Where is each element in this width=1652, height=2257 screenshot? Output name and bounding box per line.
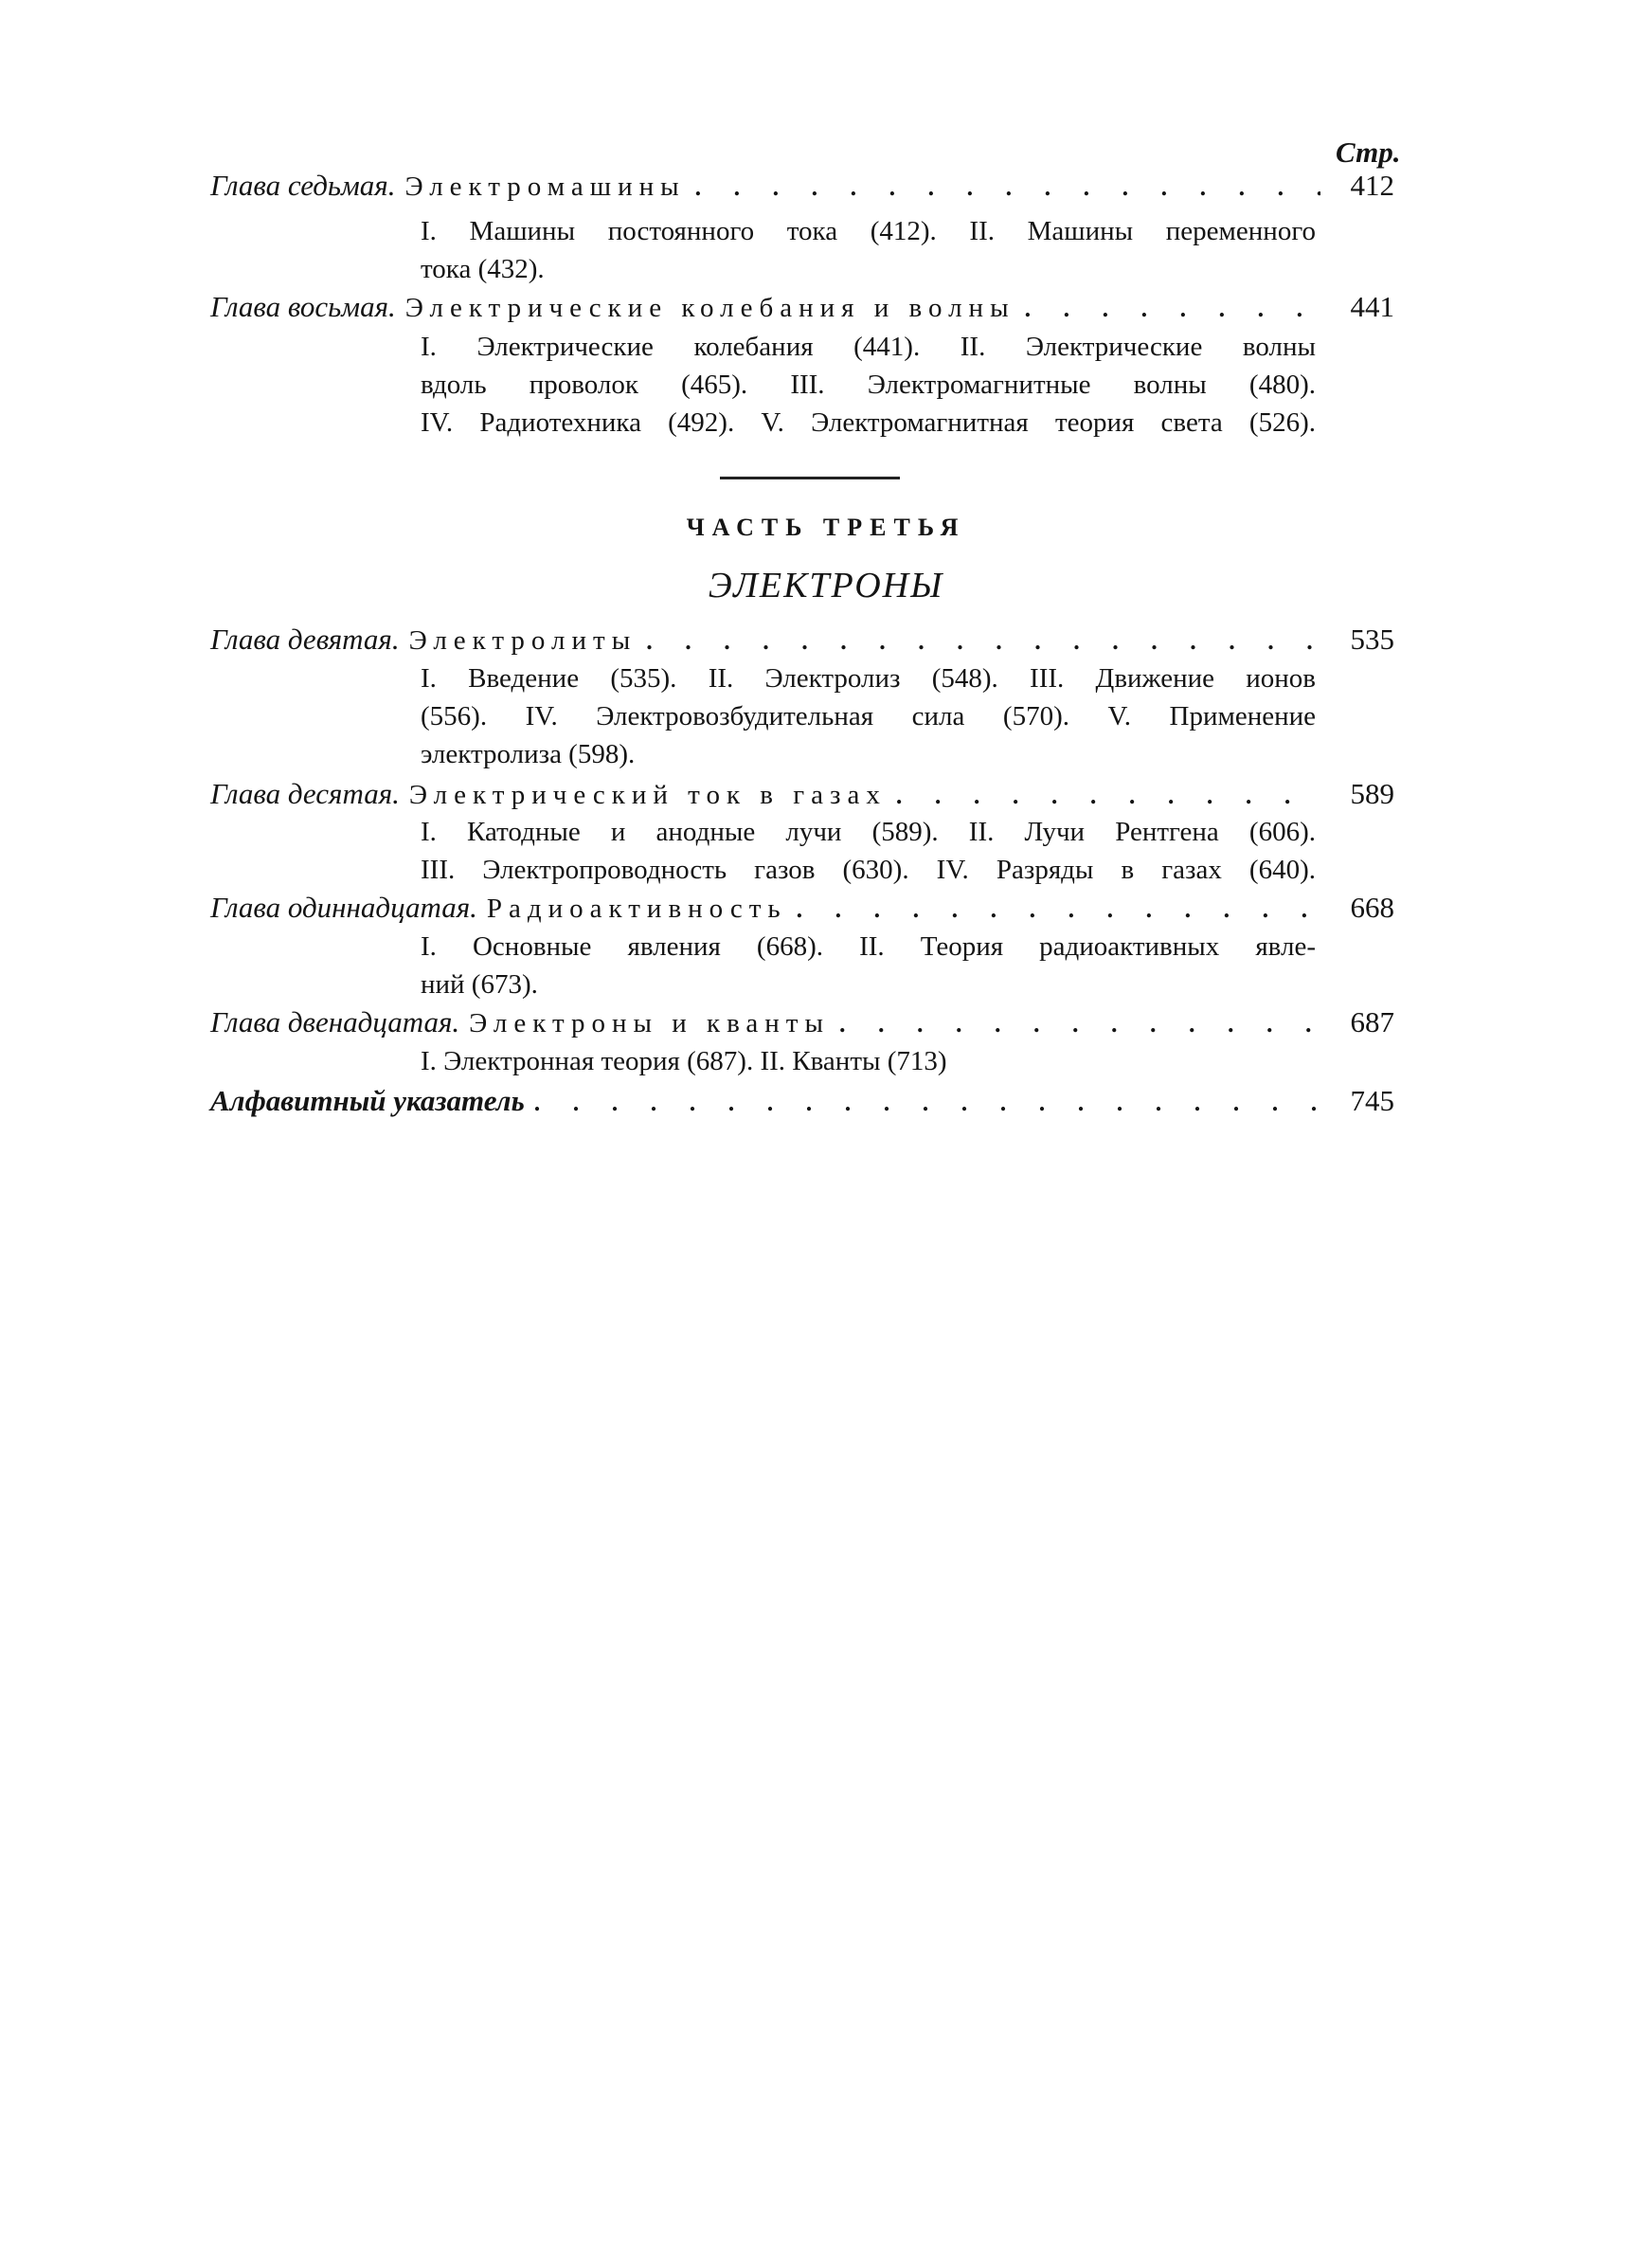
chapter-label: Глава десятая. (210, 777, 400, 810)
chapter-label: Глава восьмая. (210, 290, 396, 323)
section-line: (556). IV. Электровозбудительная сила (570). V. Применение (421, 701, 1316, 731)
chapter-11-sections (421, 928, 1316, 1003)
page-number: 745 (1350, 1084, 1394, 1117)
dot-leader (534, 1084, 1320, 1122)
chapter-title: Электрические колебания и волны (404, 293, 1015, 323)
chapter-label: Глава седьмая. (210, 169, 396, 202)
section-line: III. Электропроводность газов (630). IV. Разряды в газах (640). (421, 855, 1316, 885)
section-divider (720, 477, 900, 479)
toc-entry-chapter-10[interactable] (210, 775, 1394, 813)
toc-entry-chapter-9[interactable] (210, 621, 1394, 659)
page-column-header: Стр. (1336, 135, 1401, 169)
page-number: 687 (1350, 1005, 1394, 1038)
toc-entry-chapter-8[interactable] (210, 288, 1394, 326)
chapter-title: Электрический ток в газах (408, 780, 887, 810)
section-line: I. Катодные и анодные лучи (589). II. Лучи Рентгена (606). (421, 817, 1316, 847)
section-line: I. Машины постоянного тока (412). II. Машины переменного (421, 216, 1316, 246)
toc-entry-chapter-12[interactable] (210, 1003, 1394, 1041)
section-line: IV. Радиотехника (492). V. Электромагнитная теория света (526). (421, 407, 1316, 438)
chapter-8-sections (421, 328, 1316, 442)
section-line: вдоль проволок (465). III. Электромагнитные волны (480). (421, 370, 1316, 400)
part-label: ЧАСТЬ ТРЕТЬЯ (686, 514, 966, 541)
chapter-label: Глава одиннадцатая. (210, 891, 477, 924)
section-line: I. Электронная теория (687). II. Кванты (713) (421, 1046, 947, 1076)
chapter-title: Электролиты (408, 625, 637, 656)
toc-entry-index[interactable] (210, 1082, 1394, 1120)
dot-leader (695, 169, 1320, 207)
chapter-10-sections (421, 813, 1316, 889)
part-title: ЭЛЕКТРОНЫ (708, 566, 944, 605)
chapter-7-sections (421, 212, 1316, 288)
section-line: I. Введение (535). II. Электролиз (548). III. Движение ионов (421, 663, 1316, 694)
chapter-title: Электромашины (404, 172, 686, 202)
dot-leader (797, 891, 1320, 929)
chapter-title: Радиоактивность (486, 894, 787, 924)
index-label: Алфавитный указатель (210, 1084, 525, 1117)
dot-leader (839, 1005, 1320, 1043)
chapter-12-sections (421, 1042, 1316, 1080)
chapter-9-sections (421, 659, 1316, 773)
chapter-label: Глава девятая. (210, 623, 400, 656)
dot-leader (1025, 290, 1320, 328)
dot-leader (896, 777, 1320, 815)
page-number: 441 (1350, 290, 1394, 323)
page-number: 589 (1350, 777, 1394, 810)
section-line: I. Основные явления (668). II. Теория радиоактивных явле- (421, 931, 1316, 962)
page-number: 668 (1350, 891, 1394, 924)
toc-entry-chapter-11[interactable] (210, 889, 1394, 927)
chapter-label: Глава двенадцатая. (210, 1005, 460, 1038)
page-number: 412 (1350, 169, 1394, 202)
section-line: электролиза (598). (421, 739, 636, 769)
page-number: 535 (1350, 623, 1394, 656)
section-line: ний (673). (421, 969, 538, 1000)
dot-leader (646, 623, 1320, 660)
chapter-title: Электроны и кванты (469, 1008, 830, 1038)
section-line: I. Электрические колебания (441). II. Электрические волны (421, 332, 1316, 362)
toc-entry-chapter-7[interactable] (210, 167, 1394, 205)
section-line: тока (432). (421, 254, 545, 284)
